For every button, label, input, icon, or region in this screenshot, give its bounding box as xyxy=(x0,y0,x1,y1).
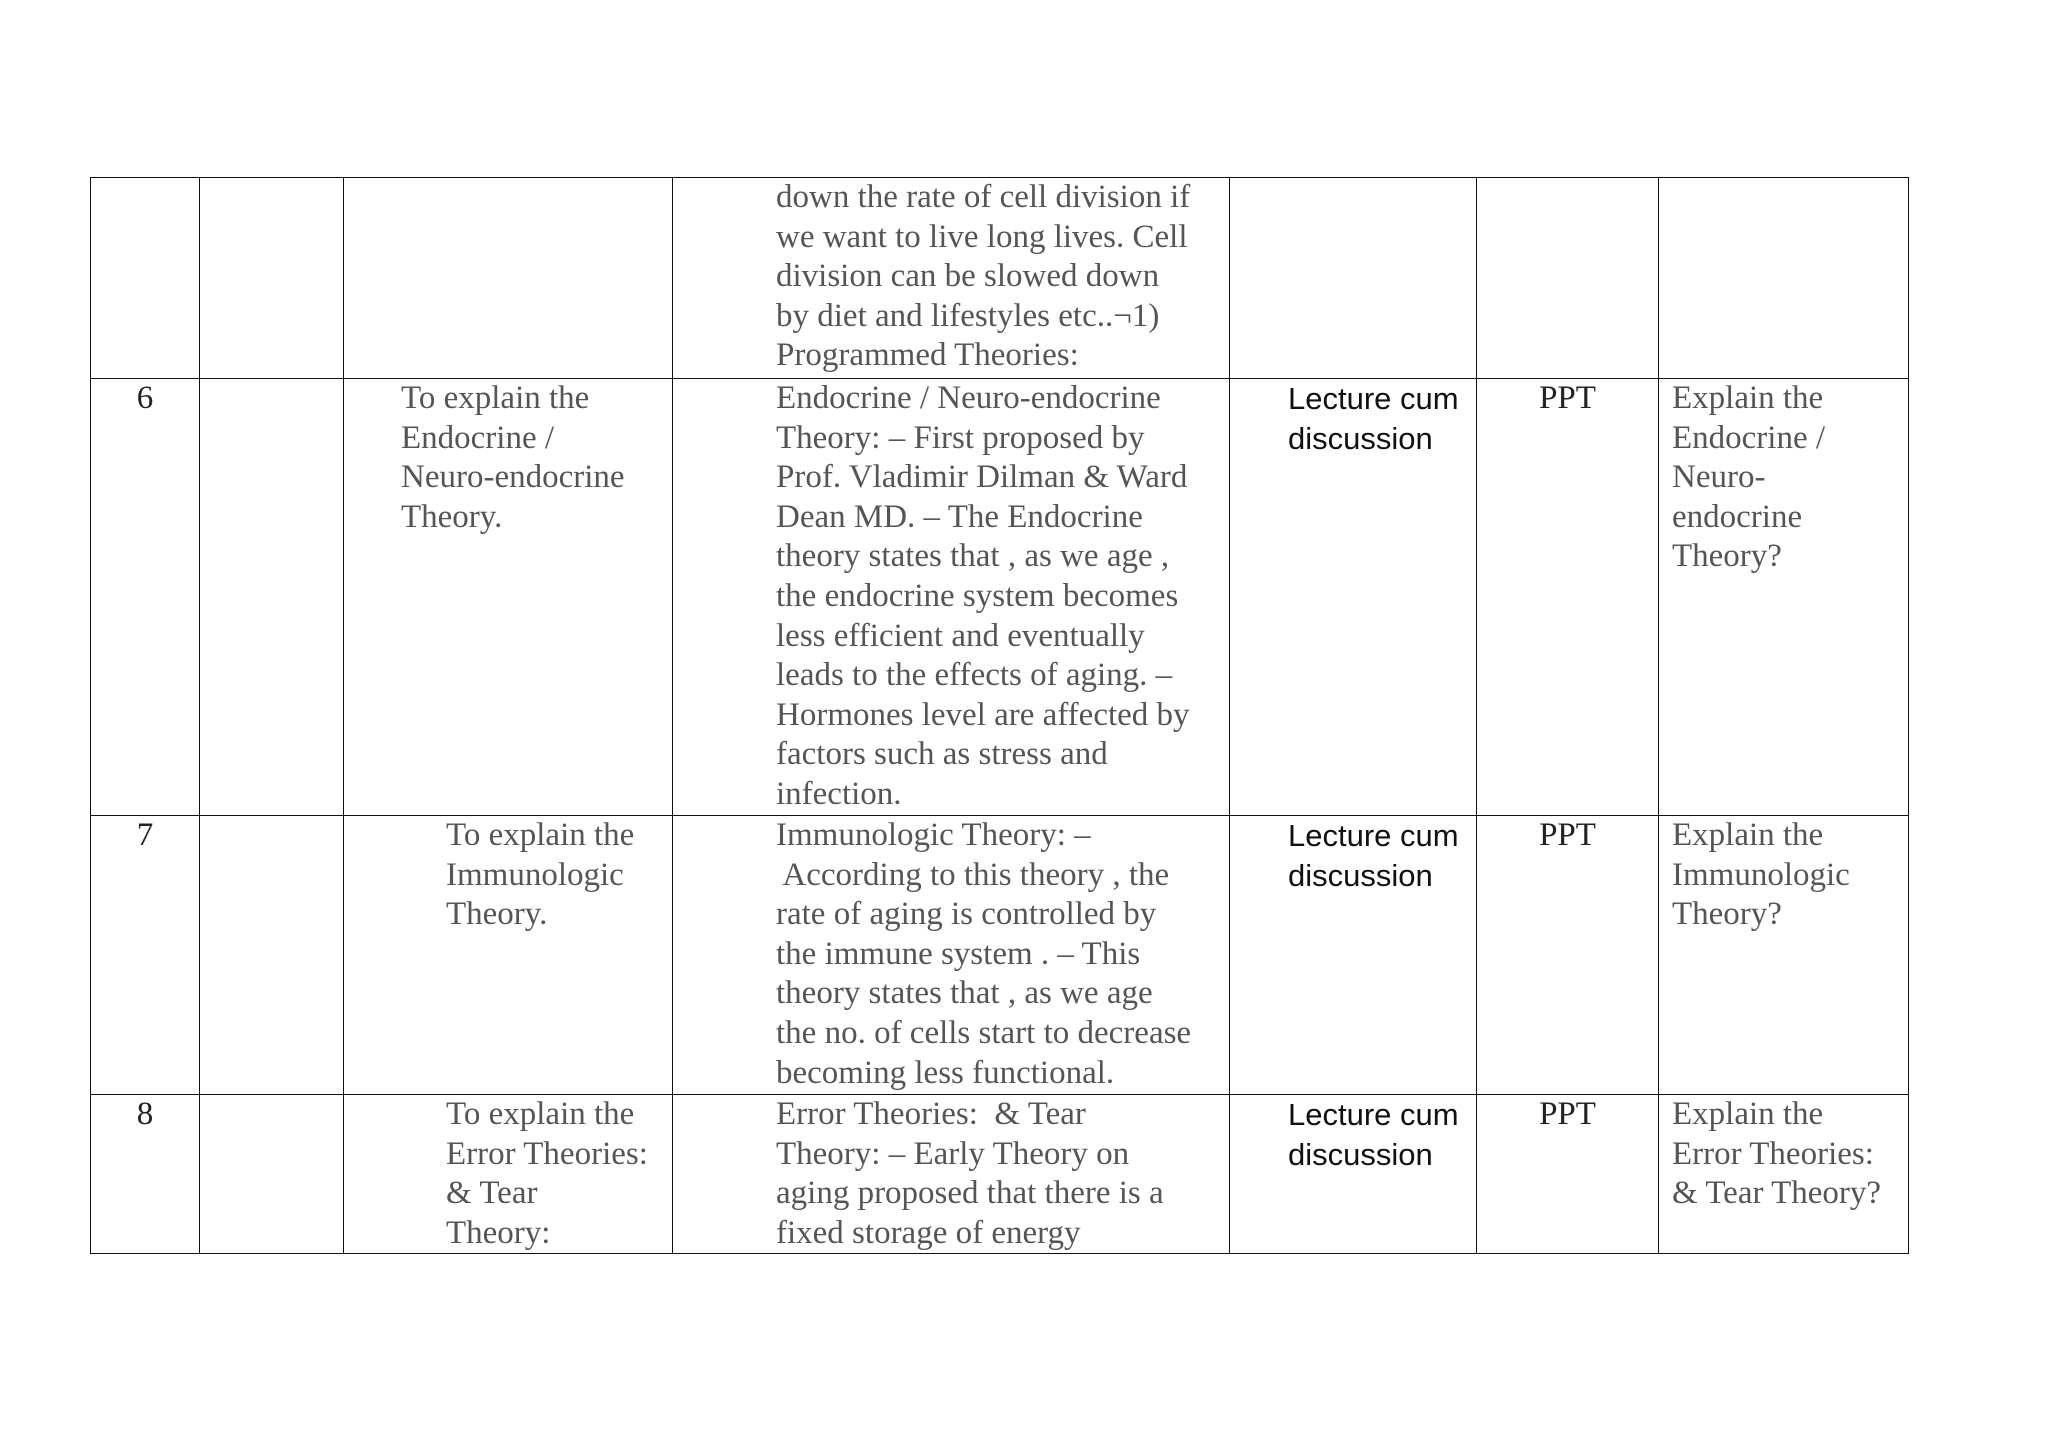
content-line: down the rate of cell division if xyxy=(776,179,1191,215)
evaluation-cell xyxy=(1659,816,1909,1095)
content-line: the endocrine system becomes xyxy=(776,577,1179,614)
objective-cell xyxy=(344,379,673,816)
content-line: Theory: – First proposed by xyxy=(776,419,1145,456)
evaluation-line: Explain the xyxy=(1672,1096,1824,1132)
content-line: rate of aging is controlled by xyxy=(776,896,1157,933)
method-line: Lecture cum xyxy=(1288,381,1459,416)
evaluation-line: endocrine xyxy=(1672,498,1803,535)
content-line: theory states that , as we age , xyxy=(776,538,1170,575)
objective-line: To explain the xyxy=(446,817,635,853)
content-line: aging proposed that there is a xyxy=(776,1175,1164,1212)
evaluation-line: Explain the xyxy=(1672,817,1824,853)
objective-line: Neuro-endocrine xyxy=(401,459,625,496)
content-cell xyxy=(673,178,1230,379)
evaluation-line: Theory? xyxy=(1672,896,1782,933)
method-line: Lecture cum xyxy=(1288,818,1459,853)
table-row xyxy=(91,1095,1909,1254)
content-line: Error Theories: & Tear xyxy=(776,1096,1086,1132)
av-aid-cell: PPT xyxy=(1477,816,1659,1095)
serial-number-cell: 8 xyxy=(91,1095,200,1254)
content-line: Hormones level are affected by xyxy=(776,696,1190,733)
lesson-plan-table xyxy=(90,177,1909,1254)
table-row xyxy=(91,178,1909,379)
content-line: theory states that , as we age xyxy=(776,975,1153,1012)
method-line: discussion xyxy=(1288,1136,1433,1172)
content-line: infection. xyxy=(776,775,902,812)
av-aid-cell: PPT xyxy=(1477,379,1659,816)
content-line: by diet and lifestyles etc..¬1) xyxy=(776,297,1160,334)
objective-line: Theory. xyxy=(446,896,548,933)
method-line: discussion xyxy=(1288,857,1433,893)
serial-number-cell xyxy=(91,178,200,379)
content-line: becoming less functional. xyxy=(776,1054,1115,1091)
content-line: fixed storage of energy xyxy=(776,1214,1081,1251)
time-cell xyxy=(200,379,344,816)
method-cell xyxy=(1230,178,1477,379)
content-cell xyxy=(673,379,1230,816)
evaluation-line: Immunologic xyxy=(1672,856,1850,893)
objective-line: & Tear xyxy=(446,1175,538,1212)
time-cell xyxy=(200,1095,344,1254)
content-line: leads to the effects of aging. – xyxy=(776,657,1173,694)
objective-line: Theory: xyxy=(446,1214,551,1251)
objective-line: To explain the xyxy=(401,380,590,416)
content-line: Theory: – Early Theory on xyxy=(776,1135,1130,1172)
method-line: discussion xyxy=(1288,420,1433,456)
objective-cell xyxy=(344,178,673,379)
content-cell xyxy=(673,816,1230,1095)
content-line: Programmed Theories: xyxy=(776,337,1079,374)
content-line: According to this theory , the xyxy=(776,856,1170,893)
content-line: we want to live long lives. Cell xyxy=(776,218,1188,255)
evaluation-line: Endocrine / xyxy=(1672,419,1826,456)
objective-line: Endocrine / xyxy=(401,419,555,456)
content-line: division can be slowed down xyxy=(776,258,1160,295)
objective-cell xyxy=(344,1095,673,1254)
serial-number-cell: 7 xyxy=(91,816,200,1095)
evaluation-cell xyxy=(1659,178,1909,379)
content-line: Dean MD. – The Endocrine xyxy=(776,498,1143,535)
content-line: Endocrine / Neuro-endocrine xyxy=(776,380,1161,416)
objective-line: Immunologic xyxy=(446,856,624,893)
content-line: factors such as stress and xyxy=(776,736,1108,773)
objective-line: Theory. xyxy=(401,498,503,535)
table-row xyxy=(91,816,1909,1095)
objective-line: Error Theories: xyxy=(446,1135,648,1172)
evaluation-line: Explain the xyxy=(1672,380,1824,416)
content-line: Prof. Vladimir Dilman & Ward xyxy=(776,459,1188,496)
evaluation-line: Error Theories: xyxy=(1672,1135,1874,1172)
table-row xyxy=(91,379,1909,816)
evaluation-line: Neuro- xyxy=(1672,459,1766,496)
content-line: less efficient and eventually xyxy=(776,617,1145,654)
evaluation-cell xyxy=(1659,379,1909,816)
evaluation-line: Theory? xyxy=(1672,538,1782,575)
method-cell xyxy=(1230,816,1477,1095)
time-cell xyxy=(200,178,344,379)
serial-number-cell: 6 xyxy=(91,379,200,816)
evaluation-cell xyxy=(1659,1095,1909,1254)
objective-cell xyxy=(344,816,673,1095)
content-line: the no. of cells start to decrease xyxy=(776,1014,1192,1051)
evaluation-line: & Tear Theory? xyxy=(1672,1175,1882,1212)
method-line: Lecture cum xyxy=(1288,1097,1459,1132)
time-cell xyxy=(200,816,344,1095)
method-cell xyxy=(1230,379,1477,816)
method-cell xyxy=(1230,1095,1477,1254)
content-line: Immunologic Theory: – xyxy=(776,817,1091,853)
av-aid-cell xyxy=(1477,178,1659,379)
av-aid-cell: PPT xyxy=(1477,1095,1659,1254)
objective-line: To explain the xyxy=(446,1096,635,1132)
content-line: the immune system . – This xyxy=(776,935,1141,972)
content-cell xyxy=(673,1095,1230,1254)
